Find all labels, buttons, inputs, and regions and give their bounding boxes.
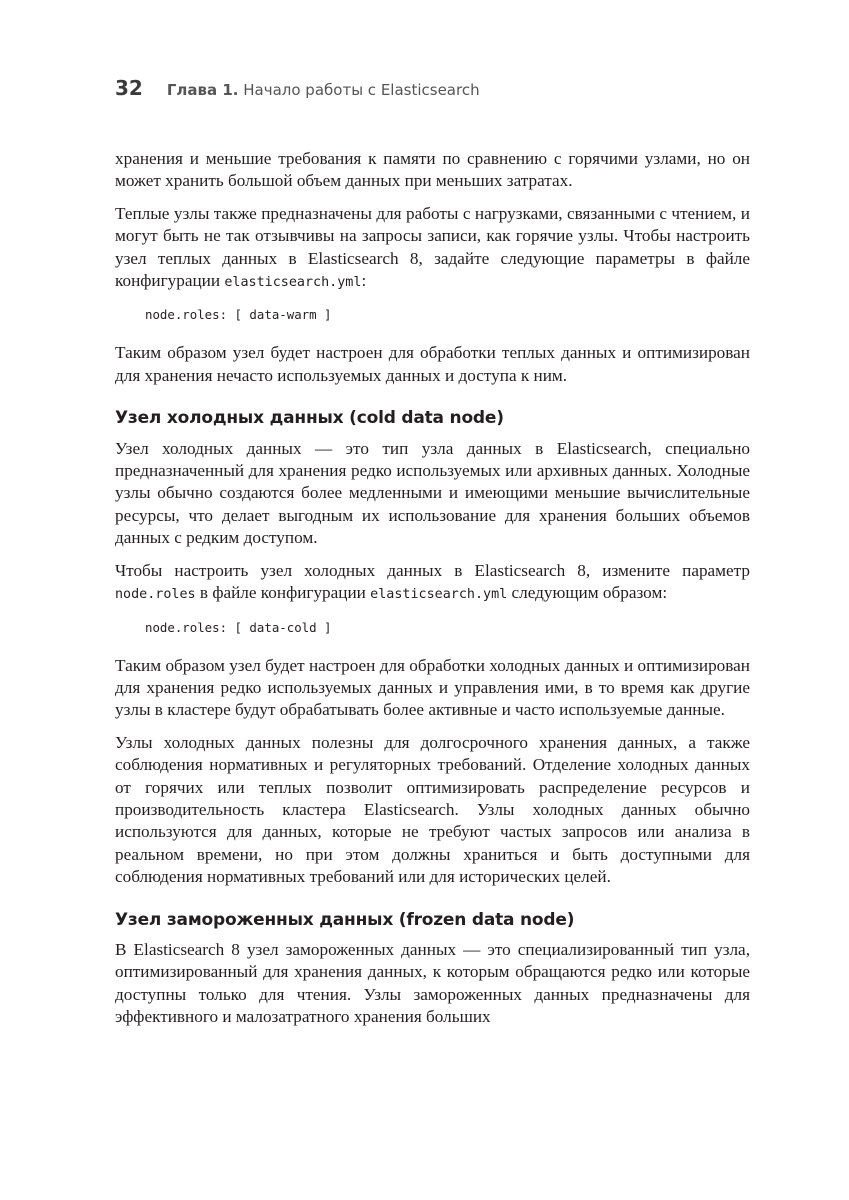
code-block: node.roles: [ data-cold ] xyxy=(145,619,332,635)
paragraph-text: в файле конфигурации xyxy=(195,583,371,603)
paragraph xyxy=(115,203,750,295)
section-heading: Узел холодных данных (cold data node) xyxy=(115,408,504,429)
inline-code: elasticsearch.yml xyxy=(224,275,362,291)
paragraph: Узлы холодных данных полезны для долгосрочного хранения данных, а также соблюдения нормативных и регуляторных требований. Отделение холодных данных от горячих или теплых позволит оптимизировать распределение ресурсов и производительность кластера Elasticsearch. Узлы холодных данных обычно используются для данных, которые не требуют частых запросов или анализа в реальном времени, но при этом должны храниться и быть доступными для соблюдения нормативных требований или для исторических целей. xyxy=(115,732,750,887)
paragraph: Узел холодных данных — это тип узла данных в Elasticsearch, специально предназначенный для хранения редко используемых или архивных данных. Холодные узлы обычно создаются более медленными и имеющими меньшие вычислительные ресурсы, что делает выгодным их использование для хранения больших объемов данных с редким доступом. xyxy=(115,438,750,548)
running-header xyxy=(167,81,480,99)
page-number: 32 xyxy=(115,76,143,100)
paragraph: В Elasticsearch 8 узел замороженных данных — это специализированный тип узла, оптимизированный для хранения данных, к которым обращаются редко или которые доступны только для чтения. Узлы замороженных данных предназначены для эффективного и малозатратного хранения больших xyxy=(115,939,750,1027)
inline-code: node.roles xyxy=(115,587,196,603)
page-body xyxy=(115,148,750,1039)
section-heading: Узел замороженных данных (frozen data node) xyxy=(115,909,575,930)
paragraph-text: Теплые узлы также предназначены для работы с нагрузками, связанными с чтением, и могут быть не так отзывчивы на запросы записи, как горячие узлы. Чтобы настроить узел теплых данных в Elasticsearch 8, задайте следующие параметры в файле конфигурации xyxy=(115,203,750,291)
paragraph-text: следующим образом: xyxy=(507,583,668,603)
inline-code: elasticsearch.yml xyxy=(370,587,508,603)
paragraph-text: : xyxy=(361,271,367,291)
chapter-title: Начало работы с Elasticsearch xyxy=(238,81,480,99)
paragraph-text: Чтобы настроить узел холодных данных в Elasticsearch 8, измените параметр xyxy=(115,560,750,580)
paragraph: Таким образом узел будет настроен для обработки холодных данных и оптимизирован для хранения редко используемых данных и управления ими, в то время как другие узлы в кластере будут обрабатывать более активные и часто используемые данные. xyxy=(115,655,750,720)
paragraph: Таким образом узел будет настроен для обработки теплых данных и оптимизирован для хранения нечасто используемых данных и доступа к ним. xyxy=(115,343,750,385)
paragraph xyxy=(115,560,750,607)
chapter-prefix: Глава 1. xyxy=(166,81,239,99)
paragraph: хранения и меньшие требования к памяти по сравнению с горячими узлами, но он может хранить большой объем данных при меньших затратах. xyxy=(115,149,750,191)
code-block: node.roles: [ data-warm ] xyxy=(145,307,332,323)
page-header xyxy=(115,76,480,100)
